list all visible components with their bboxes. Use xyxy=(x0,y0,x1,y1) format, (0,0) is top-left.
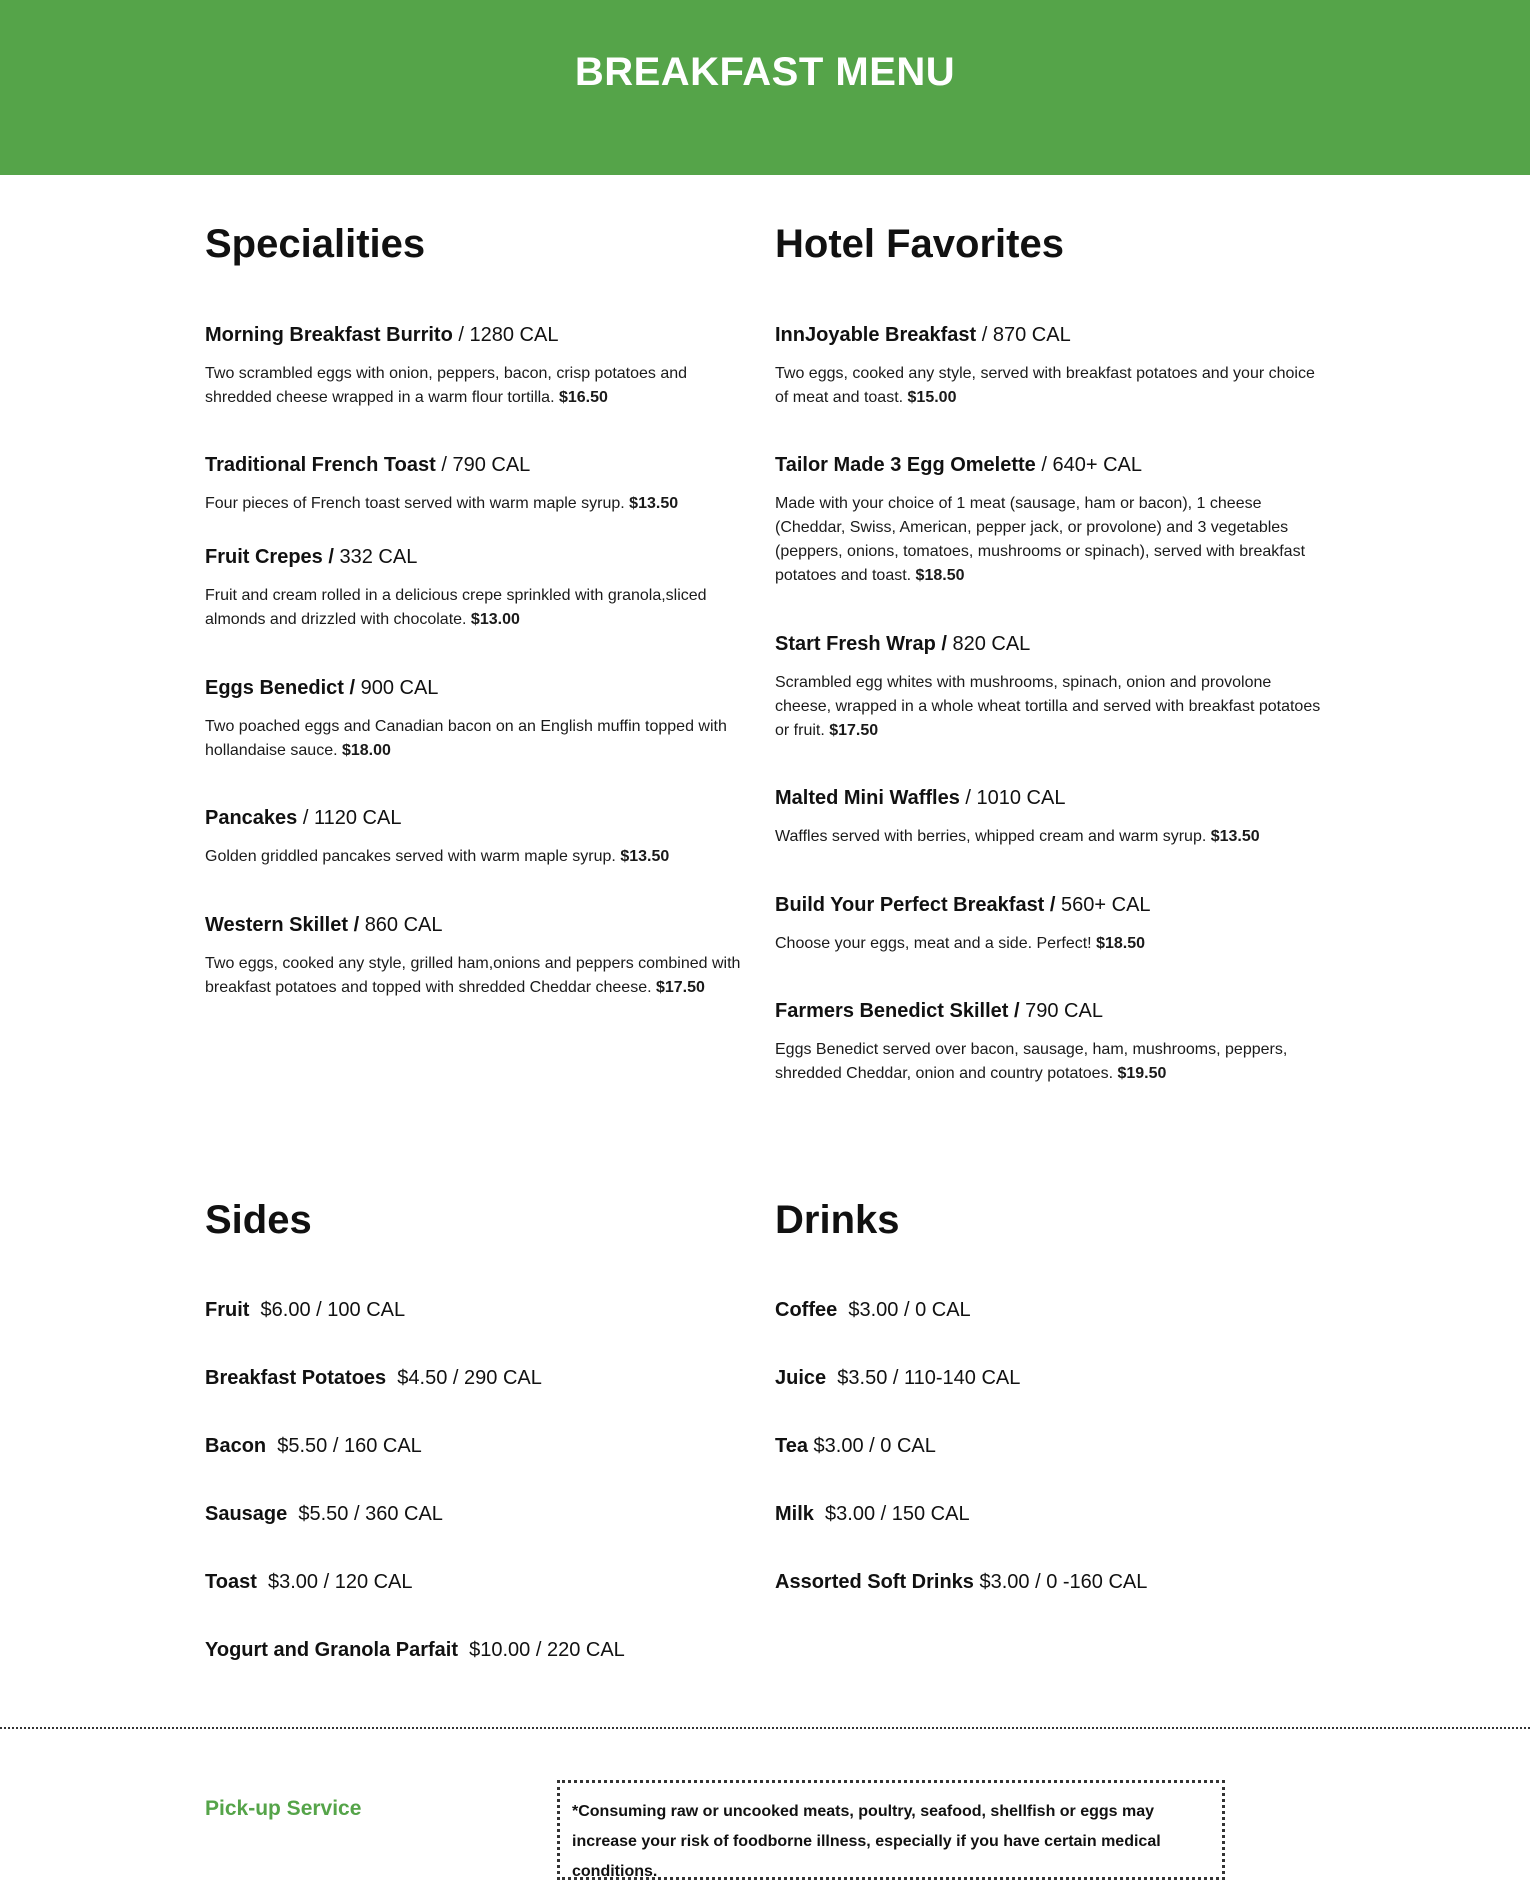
item-price: $13.50 xyxy=(629,495,679,512)
side-name: Bacon xyxy=(205,1435,267,1457)
footer-divider xyxy=(0,1727,1530,1729)
drink-detail: $3.00 / 0 CAL xyxy=(837,1299,971,1321)
item-calories: 560+ CAL xyxy=(1061,894,1151,916)
drink-detail: $3.00 / 0 -160 CAL xyxy=(973,1571,1148,1593)
item-name: Morning Breakfast Burrito xyxy=(205,324,453,346)
drink-name: Tea xyxy=(775,1435,808,1457)
item-calories: / 1120 CAL xyxy=(297,807,402,829)
item-description: Two eggs, cooked any style, served with breakfast potatoes and your choice of meat and toast. xyxy=(775,365,1315,406)
item-description: Scrambled egg whites with mushrooms, spinach, onion and provolone cheese, wrapped in a whole wheat tortilla and served with breakfast potatoes or fruit. xyxy=(775,674,1321,739)
item-calories: 820 CAL xyxy=(952,633,1031,655)
drink-detail: $3.50 / 110-140 CAL xyxy=(826,1367,1021,1389)
side-name: Fruit xyxy=(205,1299,250,1321)
item-name: Fruit Crepes / xyxy=(205,546,340,568)
menu-item xyxy=(775,453,1330,588)
item-description: Two eggs, cooked any style, grilled ham,onions and peppers combined with breakfast potatoes and topped with shredded Cheddar cheese. xyxy=(205,955,741,996)
drink-name: Milk xyxy=(775,1503,814,1525)
menu-item xyxy=(775,893,1330,956)
drink-detail: $3.00 / 150 CAL xyxy=(813,1503,970,1525)
item-calories: / 1280 CAL xyxy=(452,324,559,346)
menu-item xyxy=(775,632,1330,743)
notice-text: *Consuming raw or uncooked meats, poultry, seafood, shellfish or eggs may increase your risk of foodborne illness, especially if you have certain medical conditions. xyxy=(572,1803,1161,1880)
item-calories: 790 CAL xyxy=(1025,1000,1103,1022)
item-name: Pancakes xyxy=(205,807,298,829)
menu-item xyxy=(205,913,750,1000)
side-detail: $3.00 / 120 CAL xyxy=(256,1571,413,1593)
item-description: Waffles served with berries, whipped cream and warm syrup. xyxy=(775,828,1211,845)
pickup-service-link[interactable]: Pick-up Service xyxy=(205,1797,362,1820)
menu-item xyxy=(205,453,750,516)
item-name: Tailor Made 3 Egg Omelette xyxy=(775,454,1036,476)
item-name: Traditional French Toast xyxy=(205,454,436,476)
drink-item xyxy=(775,1298,971,1322)
side-item xyxy=(205,1434,422,1458)
menu-item xyxy=(205,806,750,869)
item-calories: 332 CAL xyxy=(339,546,418,568)
side-detail: $10.00 / 220 CAL xyxy=(458,1639,625,1661)
item-calories: / 1010 CAL xyxy=(959,787,1066,809)
item-description: Fruit and cream rolled in a delicious crepe sprinkled with granola,sliced almonds and drizzled with chocolate. xyxy=(205,587,707,628)
menu-item xyxy=(775,786,1330,849)
side-detail: $4.50 / 290 CAL xyxy=(386,1367,542,1389)
item-description: Two poached eggs and Canadian bacon on an English muffin topped with hollandaise sauce. xyxy=(205,718,727,759)
side-item xyxy=(205,1570,413,1594)
side-detail: $5.50 / 160 CAL xyxy=(266,1435,422,1457)
item-price: $13.50 xyxy=(620,848,670,865)
page-title: BREAKFAST MENU xyxy=(574,50,956,94)
item-price: $17.50 xyxy=(829,722,879,739)
drink-item xyxy=(775,1502,970,1526)
menu-item xyxy=(775,999,1330,1086)
item-name: Eggs Benedict / xyxy=(205,677,361,699)
side-name: Breakfast Potatoes xyxy=(205,1367,387,1389)
menu-item xyxy=(205,676,750,763)
side-detail: $5.50 / 360 CAL xyxy=(287,1503,443,1525)
item-description: Four pieces of French toast served with warm maple syrup. xyxy=(205,495,630,512)
side-item xyxy=(205,1502,443,1526)
side-item xyxy=(205,1298,405,1322)
section-title-drinks: Drinks xyxy=(775,1198,900,1242)
menu-item xyxy=(775,323,1330,410)
menu-item xyxy=(205,545,750,632)
item-description: Golden griddled pancakes served with warm maple syrup. xyxy=(205,848,621,865)
item-calories: / 790 CAL xyxy=(435,454,531,476)
item-description: Two scrambled eggs with onion, peppers, bacon, crisp potatoes and shredded cheese wrapped in a warm flour tortilla. xyxy=(205,365,688,406)
section-title-hotel-favorites: Hotel Favorites xyxy=(775,222,1064,266)
drink-name: Juice xyxy=(775,1367,827,1389)
item-name: Start Fresh Wrap / xyxy=(775,633,953,655)
item-price: $15.00 xyxy=(907,389,957,406)
item-price: $18.50 xyxy=(915,567,965,584)
drink-item xyxy=(775,1366,1020,1390)
item-name: Farmers Benedict Skillet / xyxy=(775,1000,1026,1022)
item-price: $19.50 xyxy=(1117,1065,1167,1082)
item-calories: / 640+ CAL xyxy=(1035,454,1142,476)
drink-name: Coffee xyxy=(775,1299,838,1321)
item-name: Malted Mini Waffles xyxy=(775,787,960,809)
item-price: $18.00 xyxy=(341,742,391,759)
item-price: $17.50 xyxy=(655,979,705,996)
side-name: Toast xyxy=(205,1571,257,1593)
item-calories: 900 CAL xyxy=(360,677,439,699)
item-name: InnJoyable Breakfast xyxy=(775,324,977,346)
drink-item xyxy=(775,1570,1147,1594)
item-price: $13.50 xyxy=(1210,828,1260,845)
item-calories: 860 CAL xyxy=(364,914,443,936)
food-safety-notice xyxy=(557,1780,1225,1880)
menu-item xyxy=(205,323,750,410)
side-detail: $6.00 / 100 CAL xyxy=(249,1299,406,1321)
item-calories: / 870 CAL xyxy=(976,324,1071,346)
item-name: Build Your Perfect Breakfast / xyxy=(775,894,1062,916)
item-description: Choose your eggs, meat and a side. Perfect! xyxy=(775,935,1097,952)
drink-detail: $3.00 / 0 CAL xyxy=(807,1435,936,1457)
item-description: Eggs Benedict served over bacon, sausage, ham, mushrooms, peppers, shredded Cheddar, onion and country potatoes. xyxy=(775,1041,1288,1082)
side-item xyxy=(205,1638,625,1662)
side-name: Sausage xyxy=(205,1503,288,1525)
side-name: Yogurt and Granola Parfait xyxy=(205,1639,458,1661)
item-price: $18.50 xyxy=(1096,935,1146,952)
drink-item xyxy=(775,1434,936,1458)
drink-name: Assorted Soft Drinks xyxy=(775,1571,974,1593)
header-banner xyxy=(0,0,1530,175)
item-price: $13.00 xyxy=(470,611,520,628)
side-item xyxy=(205,1366,542,1390)
item-description: Made with your choice of 1 meat (sausage, ham or bacon), 1 cheese (Cheddar, Swiss, American, pepper jack, or provolone) and 3 vegetables (peppers, onions, tomatoes, mushrooms or spinach), served with breakfast potatoes and toast. xyxy=(775,495,1306,584)
section-title-specialities: Specialities xyxy=(205,222,426,266)
section-title-sides: Sides xyxy=(205,1198,312,1242)
item-price: $16.50 xyxy=(558,389,608,406)
item-name: Western Skillet / xyxy=(205,914,365,936)
